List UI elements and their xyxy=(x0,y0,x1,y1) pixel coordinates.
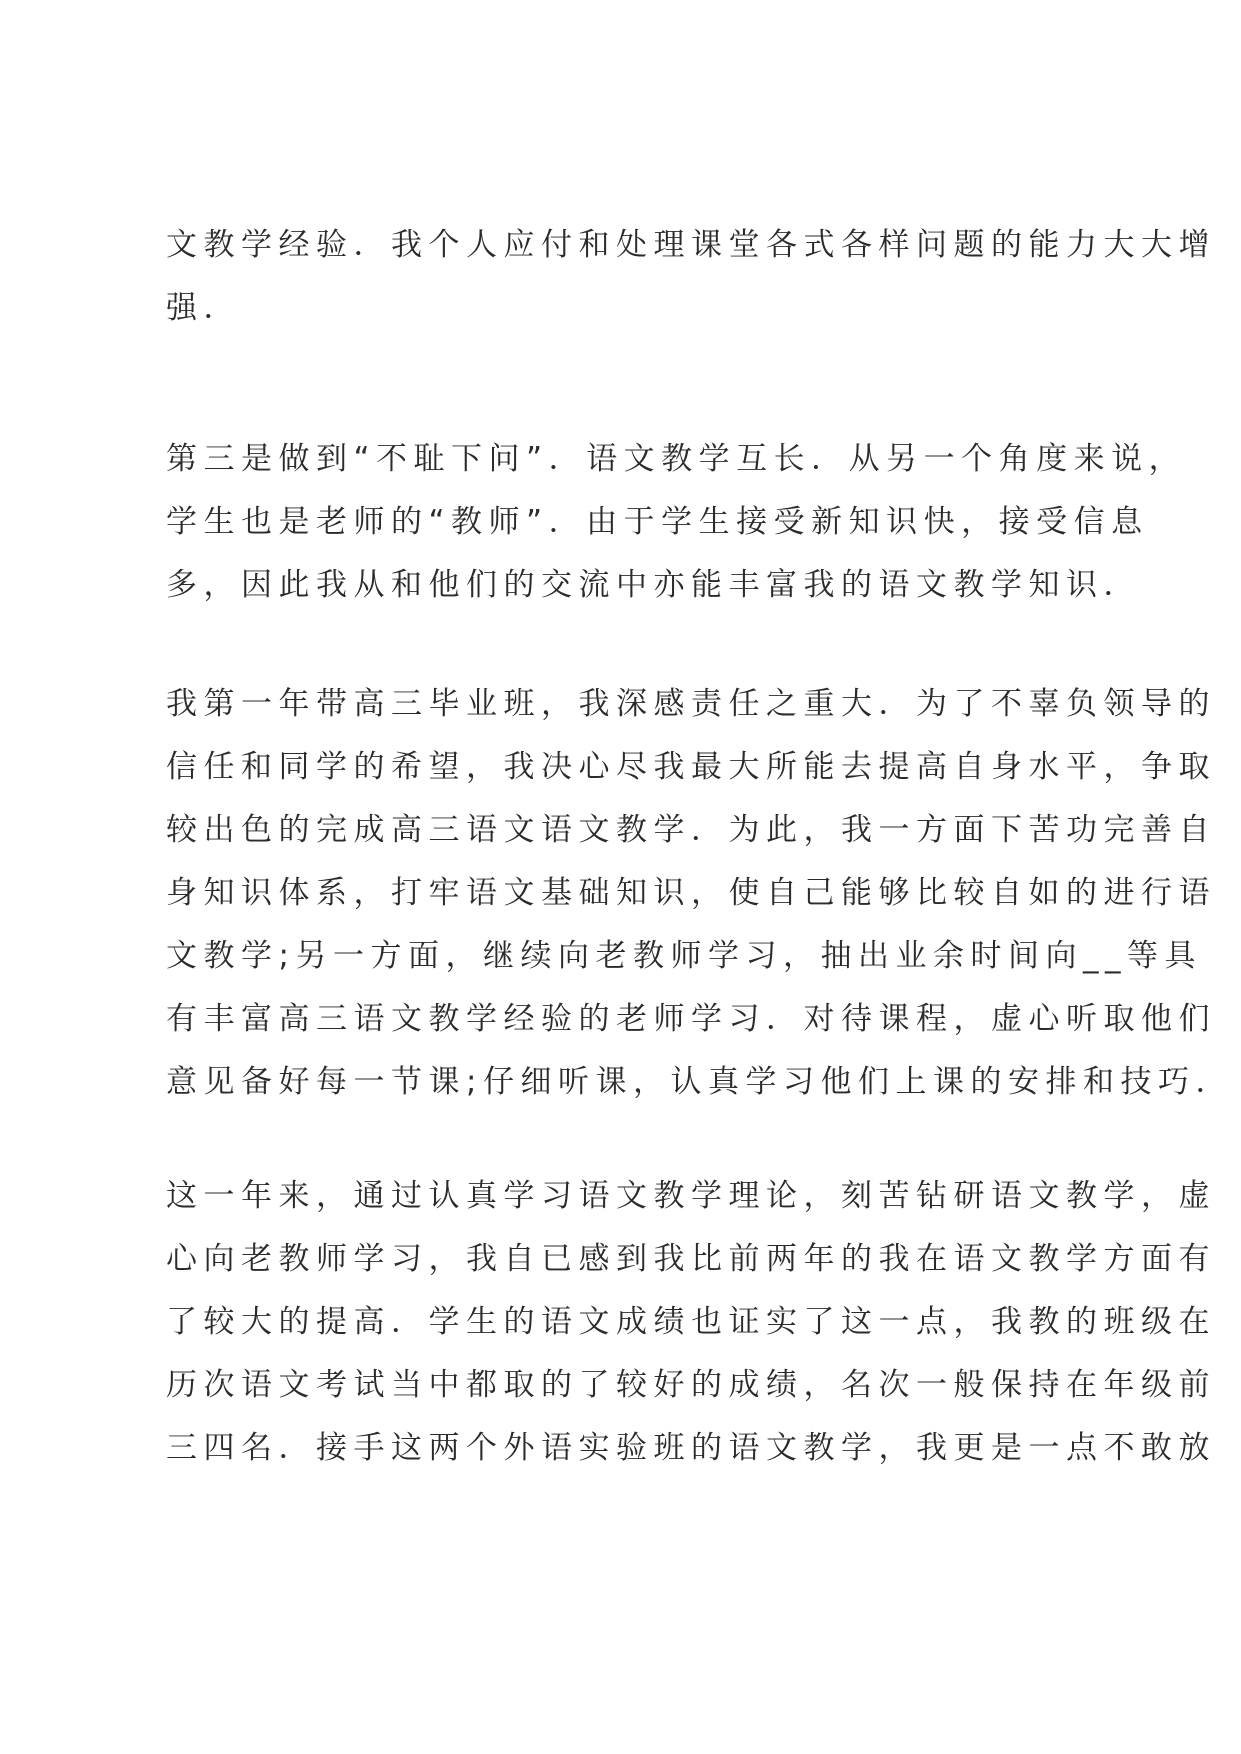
text-line: 较出色的完成高三语文语文教学．为此，我一方面下苦功完善自 xyxy=(166,812,1216,848)
text-line: 我第一年带高三毕业班，我深感责任之重大．为了不辜负领导的 xyxy=(166,686,1216,722)
text-line: 三四名．接手这两个外语实验班的语文教学，我更是一点不敢放 xyxy=(166,1430,1216,1466)
text-line: 信任和同学的希望，我决心尽我最大所能去提高自身水平，争取 xyxy=(166,749,1216,785)
text-line: 文教学经验．我个人应付和处理课堂各式各样问题的能力大大增 xyxy=(166,227,1216,263)
paragraph-1 xyxy=(166,214,1216,340)
text-line: 身知识体系，打牢语文基础知识，使自己能够比较自如的进行语 xyxy=(166,875,1216,911)
text-line: 历次语文考试当中都取的了较好的成绩，名次一般保持在年级前 xyxy=(166,1367,1216,1403)
text-line: 学生也是老师的“教师”．由于学生接受新知识快，接受信息 xyxy=(166,504,1149,540)
paragraph-2 xyxy=(166,428,1186,617)
text-line: 这一年来，通过认真学习语文教学理论，刻苦钻研语文教学，虚 xyxy=(166,1178,1216,1214)
text-line: 意见备好每一节课;仔细听课，认真学习他们上课的安排和技巧． xyxy=(166,1064,1233,1100)
text-line: 心向老教师学习，我自已感到我比前两年的我在语文教学方面有 xyxy=(166,1241,1216,1277)
text-line: 强． xyxy=(166,290,241,326)
text-line: 文教学;另一方面，继续向老教师学习，抽出业余时间向__等具 xyxy=(166,938,1202,974)
text-line: 多，因此我从和他们的交流中亦能丰富我的语文教学知识． xyxy=(166,567,1141,603)
text-line: 有丰富高三语文教学经验的老师学习．对待课程，虚心听取他们 xyxy=(166,1001,1216,1037)
text-line: 第三是做到“不耻下问”．语文教学互长．从另一个角度来说， xyxy=(166,441,1187,477)
text-line: 了较大的提高．学生的语文成绩也证实了这一点，我教的班级在 xyxy=(166,1304,1216,1340)
paragraph-3 xyxy=(166,673,1233,1114)
paragraph-4 xyxy=(166,1165,1216,1480)
